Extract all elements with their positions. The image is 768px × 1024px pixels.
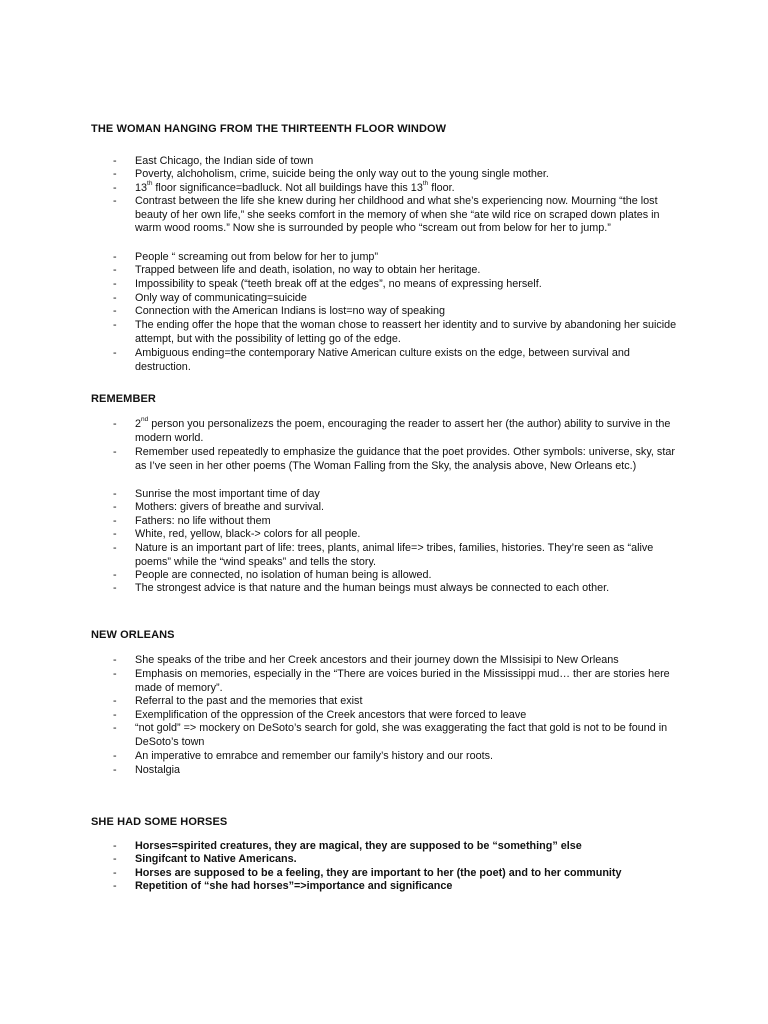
bullet-dash: - <box>113 501 117 513</box>
list-item-text: Poverty, alchoholism, crime, suicide being the only way out to the young single mother. <box>135 168 549 180</box>
bullet-dash: - <box>113 867 117 879</box>
bullet-dash: - <box>113 750 117 762</box>
list-item-text: Impossibility to speak (“teeth break off at the edges”, no means of expressing herself. <box>135 278 542 290</box>
list-item-text: “not gold” => mockery on DeSoto’s search for gold, she was exaggerating the fact that gold is not to be found in DeSoto’s town <box>135 722 668 748</box>
list-item-text: Ambiguous ending=the contemporary Native American culture exists on the edge, between survival and destruction. <box>135 347 630 373</box>
bullet-dash: - <box>113 292 117 304</box>
section-heading: NEW ORLEANS <box>91 629 175 641</box>
section-heading: THE WOMAN HANGING FROM THE THIRTEENTH FLOOR WINDOW <box>91 123 447 135</box>
bullet-dash: - <box>113 319 117 331</box>
list-item-text: Horses=spirited creatures, they are magical, they are supposed to be “something” else <box>135 840 582 852</box>
bullet-dash: - <box>113 569 117 581</box>
bullet-dash: - <box>113 582 117 594</box>
bullet-dash: - <box>113 695 117 707</box>
list-item-text: Singifcant to Native Americans. <box>135 853 297 865</box>
list-item-text: Referral to the past and the memories that exist <box>135 695 363 707</box>
bullet-dash: - <box>113 542 117 554</box>
bullet-dash: - <box>113 488 117 500</box>
section-heading: REMEMBER <box>91 393 156 405</box>
list-item-text: Only way of communicating=suicide <box>135 292 307 304</box>
bullet-dash: - <box>113 880 117 892</box>
bullet-dash: - <box>113 853 117 865</box>
list-item-text: People “ screaming out from below for her to jump” <box>135 251 379 263</box>
list-item-text: Nostalgia <box>135 764 181 776</box>
list-item-text: 2nd person you personalizezs the poem, encouraging the reader to assert her (the author) ability to survive in the modern world. <box>135 416 671 444</box>
list-item-text: Mothers: givers of breathe and survival. <box>135 501 325 513</box>
bullet-dash: - <box>113 278 117 290</box>
list-item-text: Emphasis on memories, especially in the “There are voices buried in the Mississippi mud… ther are stories here made of memory”. <box>135 668 670 694</box>
bullet-dash: - <box>113 168 117 180</box>
bullet-dash: - <box>113 668 117 680</box>
bullet-dash: - <box>113 722 117 734</box>
list-item-text: People are connected, no isolation of human being is allowed. <box>135 569 432 581</box>
bullet-dash: - <box>113 709 117 721</box>
list-item-text: The strongest advice is that nature and the human beings must always be connected to each other. <box>135 582 610 594</box>
bullet-dash: - <box>113 251 117 263</box>
bullet-dash: - <box>113 305 117 317</box>
list-item-text: East Chicago, the Indian side of town <box>135 155 314 167</box>
list-item-text: Contrast between the life she knew during her childhood and what she’s experiencing now. Mourning “the lost beauty of her own life,” she seeks comfort in the memory of when she “ate wild rice on scraped down plates in warm wood rooms.” Now she is surrounded by people who “scream out from below for her to jump.” <box>135 195 660 235</box>
list-item-text: Sunrise the most important time of day <box>135 488 320 500</box>
bullet-dash: - <box>113 528 117 540</box>
bullet-dash: - <box>113 654 117 666</box>
bullet-dash: - <box>113 347 117 359</box>
list-item-text: The ending offer the hope that the woman chose to reassert her identity and to survive by abandoning her suicide attempt, but with the possibility of letting go of the edge. <box>135 319 677 345</box>
bullet-dash: - <box>113 155 117 167</box>
bullet-dash: - <box>113 840 117 852</box>
bullet-dash: - <box>113 195 117 207</box>
list-item-text: Horses are supposed to be a feeling, they are important to her (the poet) and to her community <box>135 867 622 879</box>
section-heading: SHE HAD SOME HORSES <box>91 816 228 828</box>
bullet-dash: - <box>113 446 117 458</box>
bullet-dash: - <box>113 264 117 276</box>
bullet-dash: - <box>113 418 117 430</box>
list-item-text: Nature is an important part of life: trees, plants, animal life=> tribes, families, histories. They’re seen as “alive poems” while the “wind speaks” and tells the story. <box>135 542 654 568</box>
list-item-text: Trapped between life and death, isolation, no way to obtain her heritage. <box>135 264 481 276</box>
bullet-dash: - <box>113 515 117 527</box>
list-item-text: Repetition of “she had horses”=>importance and significance <box>135 880 453 892</box>
list-item-text: Exemplification of the oppression of the Creek ancestors that were forced to leave <box>135 709 527 721</box>
list-item-text: White, red, yellow, black-> colors for all people. <box>135 528 361 540</box>
list-item-text: Remember used repeatedly to emphasize the guidance that the poet provides. Other symbols: universe, sky, star as I’ve seen in her other poems (The Woman Falling from the Sky, the analysis above, New Orleans etc.) <box>135 446 675 472</box>
list-item-text: 13th floor significance=badluck. Not all buildings have this 13th floor. <box>135 180 455 194</box>
list-item-text: Connection with the American Indians is lost=no way of speaking <box>135 305 445 317</box>
list-item-text: She speaks of the tribe and her Creek ancestors and their journey down the MIssisipi to New Orleans <box>135 654 619 666</box>
list-item-text: An imperative to emrabce and remember our family’s history and our roots. <box>135 750 494 762</box>
bullet-dash: - <box>113 764 117 776</box>
list-item-text: Fathers: no life without them <box>135 515 271 527</box>
bullet-dash: - <box>113 182 117 194</box>
